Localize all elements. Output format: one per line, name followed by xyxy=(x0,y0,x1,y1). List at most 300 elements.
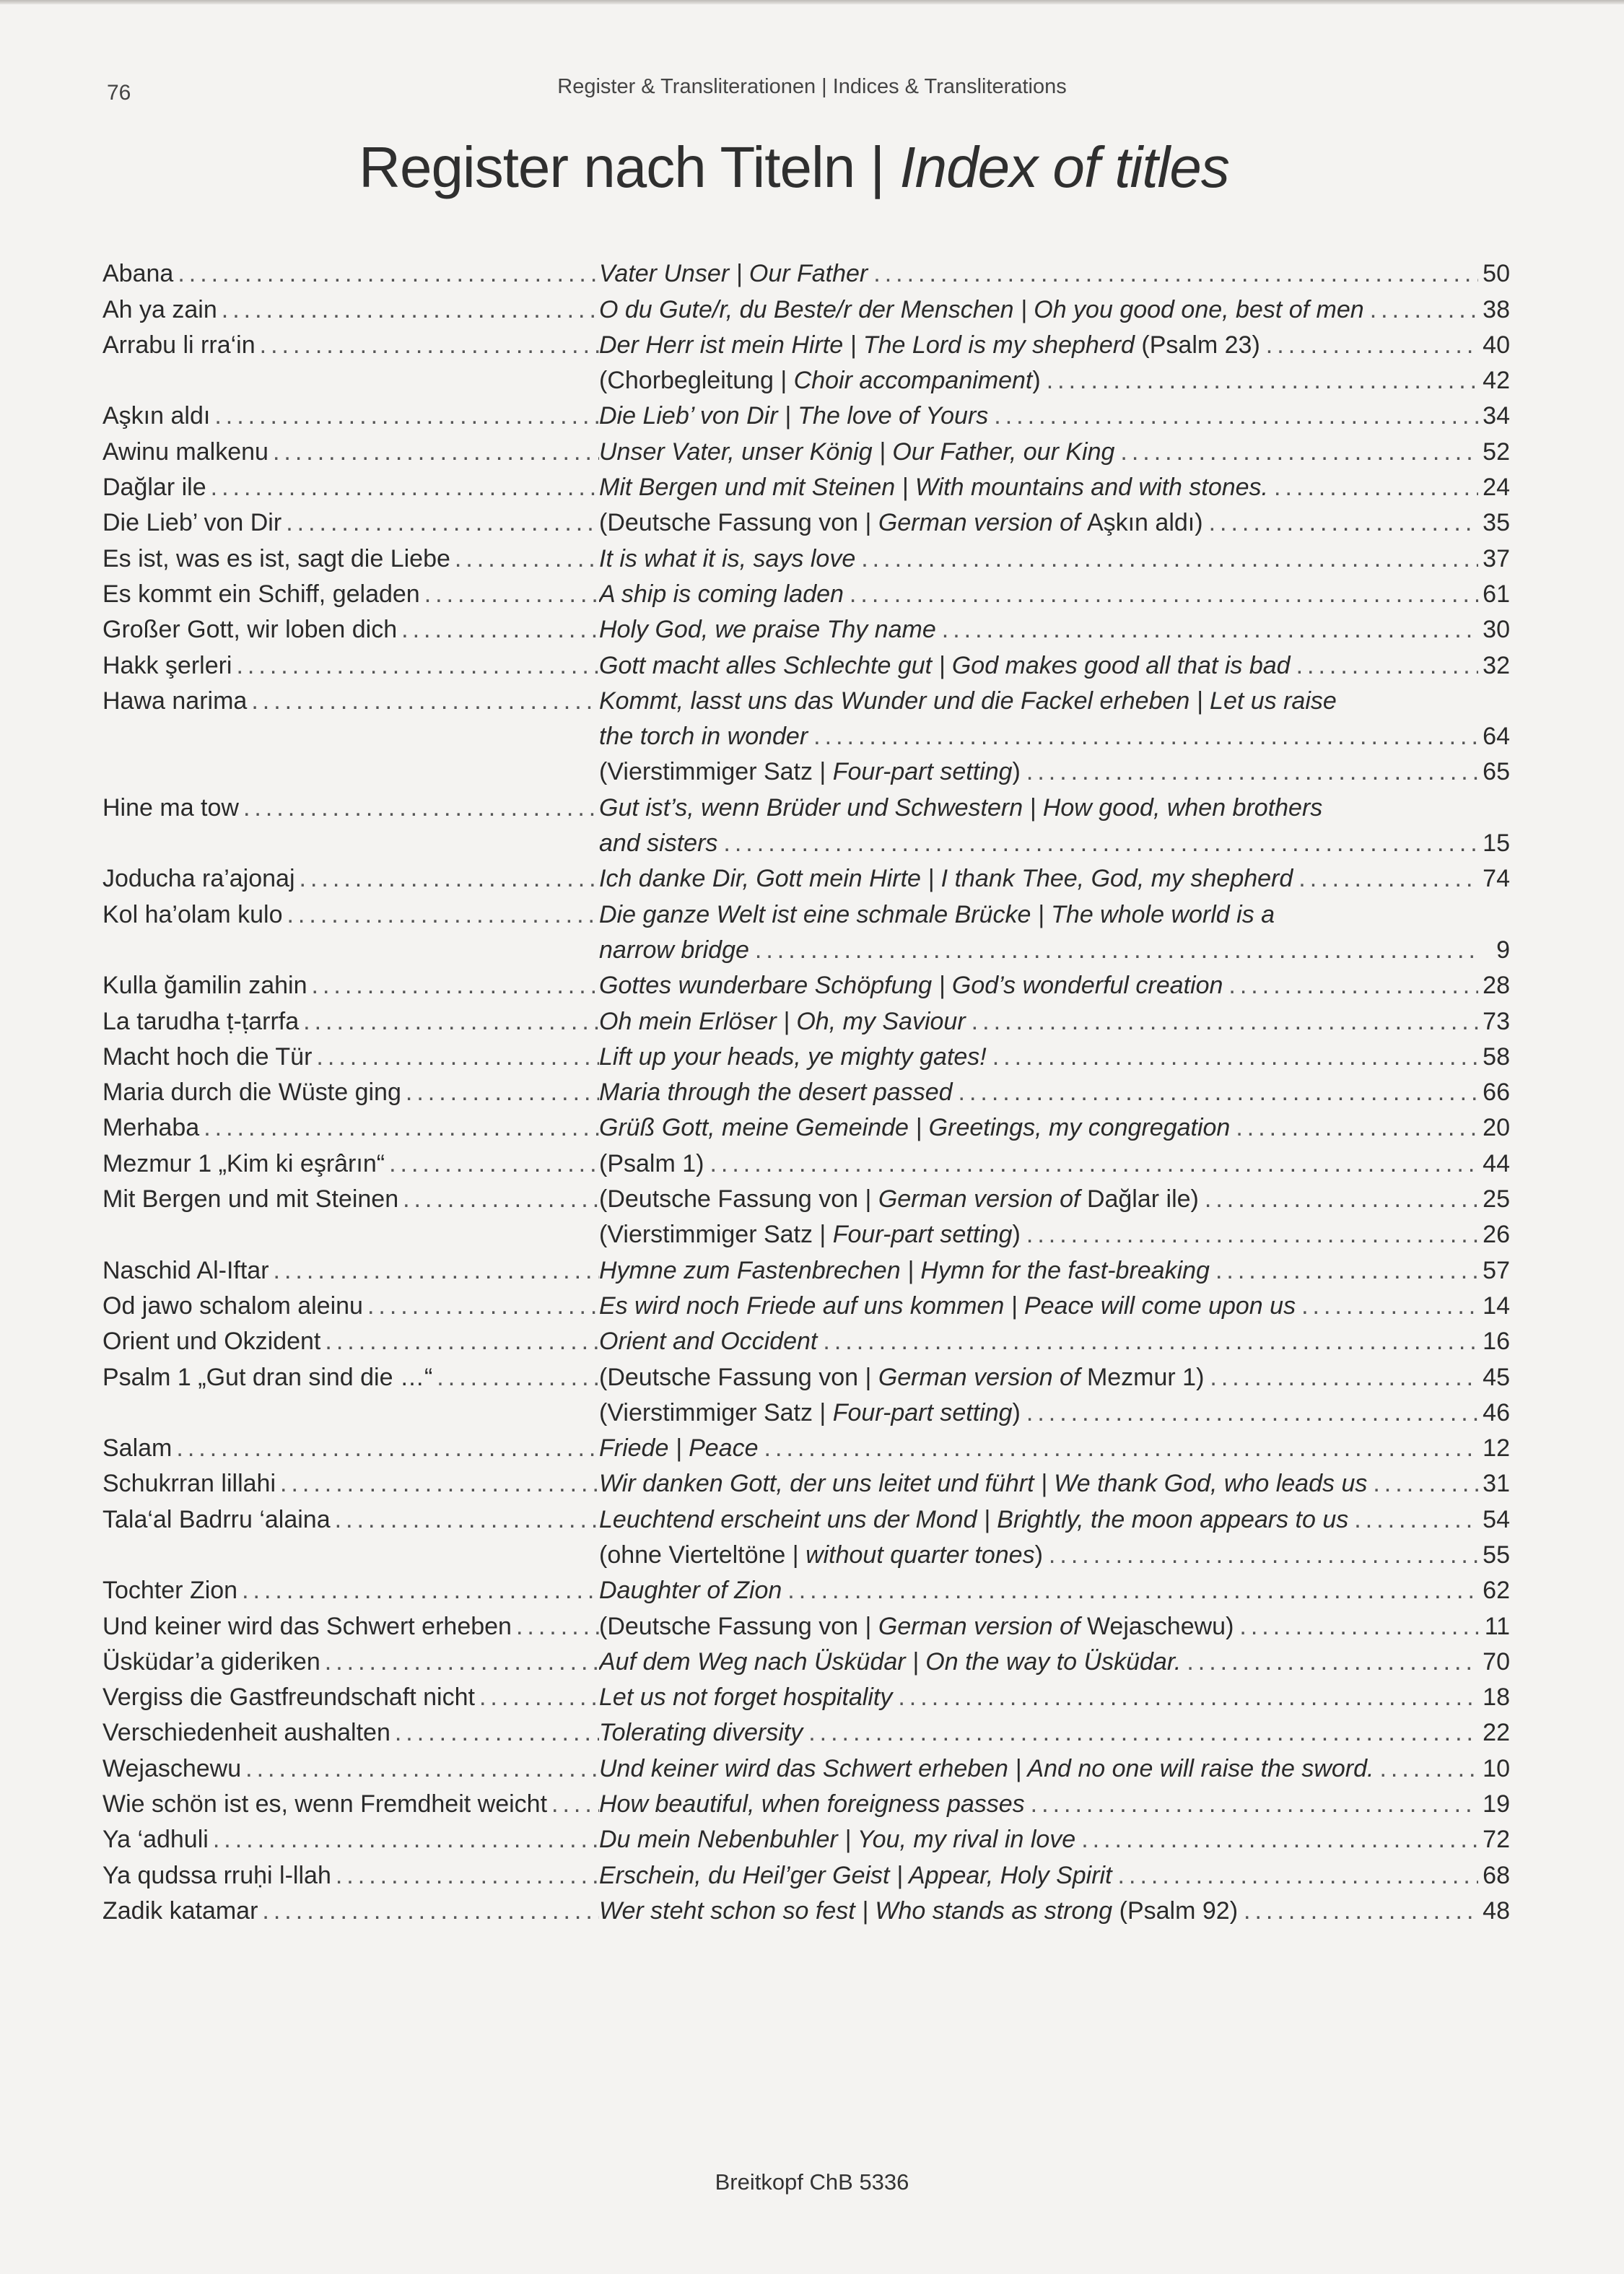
entry-translation xyxy=(599,1007,966,1036)
entry-page-number: 34 xyxy=(1483,402,1510,430)
entry-page-number: 73 xyxy=(1483,1007,1510,1035)
entry-title-cell xyxy=(102,1185,599,1218)
translation-segment: ) xyxy=(1034,1541,1043,1569)
entry-page-number: 74 xyxy=(1483,865,1510,893)
entry-title-cell xyxy=(102,1647,599,1681)
dot-leader xyxy=(1364,295,1478,324)
entry-translation-cell xyxy=(599,1896,1478,1925)
entry-page-number: 15 xyxy=(1483,829,1510,858)
entry-translation-cell xyxy=(599,1149,1478,1178)
entry-title: Mezmur 1 „Kim ki eşrârın“ xyxy=(102,1149,385,1177)
translation-segment: Four-part setting xyxy=(832,1398,1013,1426)
entry-title: Aşkın aldı xyxy=(102,402,211,430)
entry-title: Es ist, was es ist, sagt die Liebe xyxy=(102,544,450,572)
translation-segment: German version of xyxy=(878,509,1087,537)
running-header: Register & Transliterationen | Indices & Transliterations xyxy=(557,75,1067,98)
entry-title-cell xyxy=(102,900,599,933)
entry-title: Großer Gott, wir loben dich xyxy=(102,616,398,644)
index-entry xyxy=(102,1498,1510,1533)
entry-title-cell xyxy=(102,1469,599,1502)
entry-page-number: 46 xyxy=(1483,1398,1510,1426)
entry-translation-cell xyxy=(599,331,1478,360)
entry-page-number: 44 xyxy=(1483,1149,1510,1177)
dot-leader xyxy=(782,1576,1478,1605)
entry-page-number: 31 xyxy=(1483,1470,1510,1498)
dot-leader xyxy=(1296,1291,1478,1320)
entry-translation-cell xyxy=(599,1363,1478,1392)
entry-title-cell xyxy=(102,615,599,648)
dot-leader xyxy=(1025,1790,1478,1818)
entry-translation-cell xyxy=(599,1398,1478,1427)
entry-translation xyxy=(599,437,1114,466)
index-entry xyxy=(102,929,1510,964)
dot-leader xyxy=(363,1291,599,1320)
dot-leader xyxy=(282,900,599,929)
index-entry xyxy=(102,324,1510,360)
entry-translation-cell xyxy=(599,651,1478,680)
entry-title-cell xyxy=(102,1896,599,1930)
dot-leader xyxy=(475,1683,599,1712)
page-edge xyxy=(0,0,1624,4)
entry-page-number: 18 xyxy=(1483,1683,1510,1712)
dot-leader xyxy=(247,687,599,715)
translation-segment: ) xyxy=(1012,1221,1021,1249)
dot-leader xyxy=(953,1078,1478,1107)
dot-leader xyxy=(1204,1363,1478,1392)
dot-leader xyxy=(172,1434,599,1463)
dot-leader xyxy=(331,1861,599,1890)
entry-translation xyxy=(599,615,936,644)
entry-title: Naschid Al-Iftar xyxy=(102,1256,269,1284)
entry-translation xyxy=(599,1825,1075,1854)
entry-translation-cell xyxy=(599,687,1478,715)
entry-translation xyxy=(599,1149,704,1178)
index-entry xyxy=(102,1214,1510,1249)
entry-page-number: 70 xyxy=(1483,1647,1510,1676)
translation-segment: (Deutsche Fassung von | xyxy=(599,1363,878,1391)
dot-leader xyxy=(299,1007,599,1036)
entry-translation-cell xyxy=(599,864,1478,893)
dot-leader xyxy=(450,544,599,573)
dot-leader xyxy=(1021,1398,1478,1427)
translation-segment: Auf dem Weg nach Üsküdar | On the way to Üsküdar. xyxy=(599,1647,1182,1676)
entry-translation-cell xyxy=(599,615,1478,644)
index-entry xyxy=(102,964,1510,1000)
entry-page-number: 16 xyxy=(1483,1328,1510,1356)
index-entry xyxy=(102,1036,1510,1071)
entry-title: Merhaba xyxy=(102,1114,200,1142)
entry-title: Orient und Okzident xyxy=(102,1328,321,1356)
translation-segment: German version of xyxy=(878,1363,1087,1391)
entry-page-number: 66 xyxy=(1483,1079,1510,1107)
title-english: Index of titles xyxy=(899,135,1229,199)
translation-segment: narrow bridge xyxy=(599,936,749,964)
translation-segment: Choir accompaniment xyxy=(793,367,1033,395)
translation-segment: Daughter of Zion xyxy=(599,1577,782,1605)
translation-segment: Orient and Occident xyxy=(599,1328,818,1356)
entry-title: Wejaschewu xyxy=(102,1754,242,1782)
entry-title-cell xyxy=(102,1249,599,1253)
translation-segment: Dağlar ile) xyxy=(1086,1185,1199,1214)
translation-segment: Tolerating diversity xyxy=(599,1719,803,1747)
entry-title: Kulla ğamilin zahin xyxy=(102,972,307,1000)
translation-segment: Erschein, du Heil’ger Geist | Appear, Holy Spirit xyxy=(599,1861,1112,1889)
entry-translation-cell xyxy=(599,900,1478,929)
entry-page-number: 61 xyxy=(1483,580,1510,608)
dot-leader xyxy=(936,615,1478,644)
entry-title-cell xyxy=(102,473,599,506)
entry-page-number: 55 xyxy=(1483,1541,1510,1569)
dot-leader xyxy=(855,544,1478,573)
entry-translation xyxy=(599,1220,1021,1249)
entry-title: Zadik katamar xyxy=(102,1896,258,1925)
entry-title: Awinu malkenu xyxy=(102,437,269,466)
translation-segment: Wejaschewu) xyxy=(1086,1612,1234,1640)
entry-translation xyxy=(599,1541,1043,1569)
entry-translation-cell xyxy=(599,437,1478,466)
entry-translation xyxy=(599,1505,1348,1534)
dot-leader xyxy=(844,580,1478,609)
entry-translation xyxy=(599,1113,1230,1142)
dot-leader xyxy=(1291,651,1478,680)
translation-segment: Grüß Gott, meine Gemeinde | Greetings, my congregation xyxy=(599,1114,1231,1142)
entry-title-cell xyxy=(102,971,599,1004)
dot-leader xyxy=(988,401,1478,430)
entry-translation-cell xyxy=(599,580,1478,609)
index-entry xyxy=(102,715,1510,751)
dot-leader xyxy=(1021,757,1478,786)
index-entry xyxy=(102,360,1510,395)
entry-translation-cell xyxy=(599,936,1478,964)
entry-translation xyxy=(599,1576,782,1605)
dot-leader xyxy=(401,1078,599,1107)
entry-title: Die Lieb’ von Dir xyxy=(102,509,282,537)
dot-leader xyxy=(390,1718,599,1747)
entry-translation-cell xyxy=(599,971,1478,1000)
entry-title: Arrabu li rra‘in xyxy=(102,331,256,359)
index-entry xyxy=(102,395,1510,430)
entry-translation xyxy=(599,1327,817,1356)
dot-leader xyxy=(803,1718,1478,1747)
entry-translation xyxy=(599,259,868,288)
index-entry xyxy=(102,1854,1510,1889)
entry-translation-cell xyxy=(599,295,1478,324)
entry-title-cell xyxy=(102,864,599,897)
entry-translation-cell xyxy=(599,1220,1478,1249)
entry-title-cell xyxy=(102,1427,599,1432)
translation-segment: Gott macht alles Schlechte gut | God makes good all that is bad xyxy=(599,651,1291,679)
entry-translation xyxy=(599,936,749,964)
entry-title: Macht hoch die Tür xyxy=(102,1042,313,1071)
index-entry xyxy=(102,1463,1510,1498)
entry-title-cell xyxy=(102,1256,599,1289)
entry-page-number: 54 xyxy=(1483,1505,1510,1533)
translation-segment: Gottes wunderbare Schöpfung | God’s wonderful creation xyxy=(599,972,1223,1000)
title-german: Register nach Titeln | xyxy=(359,135,885,199)
dot-leader xyxy=(1374,1754,1478,1783)
entry-translation xyxy=(599,1256,1210,1285)
entry-title-cell xyxy=(102,1505,599,1538)
entry-translation xyxy=(599,1790,1025,1818)
translation-segment: Kommt, lasst uns das Wunder und die Fackel erheben | Let us raise xyxy=(599,687,1337,715)
entry-title: Mit Bergen und mit Steinen xyxy=(102,1185,399,1214)
entry-translation-cell xyxy=(599,1861,1478,1890)
dot-leader xyxy=(1181,1647,1478,1676)
entry-title-cell xyxy=(102,1291,599,1325)
index-entry xyxy=(102,1285,1510,1320)
entry-translation xyxy=(599,331,1260,360)
entry-title: Hakk şerleri xyxy=(102,651,232,679)
translation-segment: (Chorbegleitung | xyxy=(599,367,794,395)
translation-segment: O du Gute/r, du Beste/r der Menschen | Oh you good one, best of men xyxy=(599,295,1364,323)
entry-translation xyxy=(599,1647,1181,1676)
index-entry xyxy=(102,1747,1510,1782)
entry-translation xyxy=(599,473,1268,502)
entry-translation-cell xyxy=(599,1078,1478,1107)
entry-translation xyxy=(599,900,1275,929)
translation-segment: German version of xyxy=(878,1185,1087,1214)
dot-leader xyxy=(987,1042,1478,1071)
dot-leader xyxy=(1021,1220,1478,1249)
translation-segment: Unser Vater, unser König | Our Father, our King xyxy=(599,437,1115,466)
entry-title-cell xyxy=(102,1078,599,1111)
dot-leader xyxy=(210,401,599,430)
index-entry xyxy=(102,609,1510,644)
index-entry xyxy=(102,430,1510,466)
dot-leader xyxy=(1230,1113,1478,1142)
translation-segment: Mit Bergen und mit Steinen | With mountains and with stones. xyxy=(599,474,1268,502)
entry-title-cell xyxy=(102,580,599,613)
entry-page-number: 37 xyxy=(1483,544,1510,572)
entry-translation xyxy=(599,1078,953,1107)
index-entry xyxy=(102,537,1510,572)
dot-leader xyxy=(512,1612,599,1641)
translation-segment: Let us not forget hospitality xyxy=(599,1683,893,1712)
entry-page-number: 14 xyxy=(1483,1291,1510,1320)
dot-leader xyxy=(1268,473,1478,502)
translation-segment: ) xyxy=(1012,758,1021,786)
entry-title-cell xyxy=(102,1612,599,1645)
index-entry xyxy=(102,1890,1510,1925)
entry-title: Salam xyxy=(102,1434,173,1463)
translation-segment: Hymne zum Fastenbrechen | Hymn for the fast-breaking xyxy=(599,1256,1210,1284)
entry-title: Od jawo schalom aleinu xyxy=(102,1291,363,1320)
dot-leader xyxy=(1041,366,1478,395)
entry-translation xyxy=(599,1612,1234,1641)
index-entry xyxy=(102,502,1510,537)
translation-segment: Leuchtend erscheint uns der Mond | Brightly, the moon appears to us xyxy=(599,1505,1349,1533)
entry-translation-cell xyxy=(599,757,1478,786)
entry-title-cell xyxy=(102,751,599,755)
entry-translation-cell xyxy=(599,259,1478,288)
dot-leader xyxy=(258,1896,599,1925)
translation-segment: without quarter tones xyxy=(806,1541,1035,1569)
dot-leader xyxy=(1367,1469,1478,1498)
translation-segment: ) xyxy=(1032,367,1041,395)
entry-page-number: 64 xyxy=(1483,723,1510,751)
dot-leader xyxy=(1114,437,1478,466)
entry-translation xyxy=(599,1754,1374,1783)
entry-translation xyxy=(599,366,1041,395)
entry-page-number: 42 xyxy=(1483,367,1510,395)
entry-title-cell xyxy=(102,401,599,435)
translation-segment: the torch in wonder xyxy=(599,723,808,751)
entry-translation xyxy=(599,757,1021,786)
entry-translation xyxy=(599,1363,1204,1392)
dot-leader xyxy=(547,1790,599,1818)
dot-leader xyxy=(385,1149,599,1178)
entry-translation-cell xyxy=(599,366,1478,395)
index-entry xyxy=(102,751,1510,786)
index-entry xyxy=(102,1569,1510,1605)
entry-title: Schukrran lillahi xyxy=(102,1470,276,1498)
entry-title: Und keiner wird das Schwert erheben xyxy=(102,1612,512,1640)
dot-leader xyxy=(398,1185,599,1214)
entry-title: Tochter Zion xyxy=(102,1577,238,1605)
entry-translation xyxy=(599,508,1203,537)
index-entry xyxy=(102,1818,1510,1854)
translation-segment: Gut ist’s, wenn Brüder und Schwestern | How good, when brothers xyxy=(599,793,1323,822)
entry-translation-cell xyxy=(599,1505,1478,1534)
entry-translation-cell xyxy=(599,544,1478,573)
entry-translation-cell xyxy=(599,1042,1478,1071)
entry-title-cell xyxy=(102,1569,599,1574)
entry-translation-cell xyxy=(599,793,1478,822)
entry-page-number: 20 xyxy=(1483,1114,1510,1142)
translation-segment: and sisters xyxy=(599,829,718,858)
translation-segment: (Psalm 23) xyxy=(1134,331,1260,359)
entry-translation xyxy=(599,793,1322,822)
entry-translation-cell xyxy=(599,1647,1478,1676)
index-entry xyxy=(102,680,1510,715)
entry-page-number: 40 xyxy=(1483,331,1510,359)
index-entry xyxy=(102,1605,1510,1640)
index-entry xyxy=(102,1071,1510,1107)
dot-leader xyxy=(281,508,599,537)
dot-leader xyxy=(759,1434,1478,1463)
entry-title-cell xyxy=(102,1149,599,1182)
translation-segment: (ohne Vierteltöne | xyxy=(599,1541,806,1569)
index-entry xyxy=(102,253,1510,288)
index-entry xyxy=(102,573,1510,609)
translation-segment: (Deutsche Fassung von | xyxy=(599,1612,878,1640)
dot-leader xyxy=(1203,508,1478,537)
entry-page-number: 45 xyxy=(1483,1363,1510,1391)
index-entry xyxy=(102,1783,1510,1818)
entry-title: La tarudha ṭ-ṭarrfa xyxy=(102,1007,300,1035)
entry-page-number: 10 xyxy=(1483,1754,1510,1782)
entry-translation xyxy=(599,1434,759,1463)
translation-segment: Oh mein Erlöser | Oh, my Saviour xyxy=(599,1007,966,1035)
translation-segment: Friede | Peace xyxy=(599,1434,759,1463)
translation-segment: Die ganze Welt ist eine schmale Brücke | The whole world is a xyxy=(599,900,1275,928)
index-entry xyxy=(102,1249,1510,1284)
entry-title: Psalm 1 „Gut dran sind die …“ xyxy=(102,1363,433,1391)
entry-translation xyxy=(599,295,1364,324)
dot-leader xyxy=(1043,1541,1478,1569)
entry-title: Ya ‘adhuli xyxy=(102,1826,209,1854)
dot-leader xyxy=(256,331,599,360)
entry-translation-cell xyxy=(599,1718,1478,1747)
entry-title-cell xyxy=(102,964,599,969)
translation-segment: (Deutsche Fassung von | xyxy=(599,509,878,537)
entry-title: Hawa narima xyxy=(102,687,248,715)
entry-translation-cell xyxy=(599,1790,1478,1818)
entry-translation xyxy=(599,1718,803,1747)
index-entry xyxy=(102,1178,1510,1214)
translation-segment: Die Lieb’ von Dir | The love of Yours xyxy=(599,402,989,430)
entry-title-cell xyxy=(102,1576,599,1609)
entry-title-cell xyxy=(102,1825,599,1858)
dot-leader xyxy=(1210,1256,1478,1285)
entry-title-cell xyxy=(102,1113,599,1146)
entry-page-number: 26 xyxy=(1483,1221,1510,1249)
index-entry xyxy=(102,822,1510,858)
entry-page-number: 48 xyxy=(1483,1896,1510,1925)
translation-segment: Wir danken Gott, der uns leitet und führt | We thank God, who leads us xyxy=(599,1470,1368,1498)
entry-translation-cell xyxy=(599,1185,1478,1214)
entry-translation-cell xyxy=(599,722,1478,751)
entry-page-number: 22 xyxy=(1483,1719,1510,1747)
entry-translation-cell xyxy=(599,1469,1478,1498)
index-entry xyxy=(102,1676,1510,1712)
entry-page-number: 38 xyxy=(1483,295,1510,323)
translation-segment: How beautiful, when foreigness passes xyxy=(599,1790,1025,1818)
entry-page-number: 58 xyxy=(1483,1042,1510,1071)
index-entry xyxy=(102,1534,1510,1569)
translation-segment: (Vierstimmiger Satz | xyxy=(599,1221,833,1249)
entry-title: Es kommt ein Schiff, geladen xyxy=(102,580,420,608)
entry-translation xyxy=(599,401,988,430)
translation-segment: Wer steht schon so fest | Who stands as strong xyxy=(599,1896,1113,1925)
entry-title-cell xyxy=(102,793,599,827)
entry-translation-cell xyxy=(599,829,1478,858)
index-entry xyxy=(102,288,1510,323)
entry-page-number: 62 xyxy=(1483,1577,1510,1605)
entry-page-number: 25 xyxy=(1483,1185,1510,1214)
title-index xyxy=(102,253,1510,1925)
entry-translation-cell xyxy=(599,508,1478,537)
entry-translation-cell xyxy=(599,1541,1478,1569)
index-entry xyxy=(102,893,1510,928)
index-entry xyxy=(102,1641,1510,1676)
translation-segment: Lift up your heads, ye mighty gates! xyxy=(599,1042,987,1071)
entry-translation-cell xyxy=(599,1291,1478,1320)
entry-page-number: 19 xyxy=(1483,1790,1510,1818)
index-entry xyxy=(102,858,1510,893)
entry-title: Abana xyxy=(102,260,174,288)
entry-title-cell xyxy=(102,651,599,684)
entry-title: Vergiss die Gastfreundschaft nicht xyxy=(102,1683,475,1712)
entry-translation-cell xyxy=(599,1434,1478,1463)
entry-translation xyxy=(599,687,1337,715)
dot-leader xyxy=(1234,1612,1478,1641)
translation-segment: Mezmur 1) xyxy=(1086,1363,1205,1391)
dot-leader xyxy=(1348,1505,1478,1534)
translation-segment: Vater Unser | Our Father xyxy=(599,260,868,288)
index-entry xyxy=(102,466,1510,502)
entry-translation xyxy=(599,1861,1112,1890)
entry-title: Üsküdar’a gideriken xyxy=(102,1647,320,1676)
footer-publisher: Breitkopf ChB 5336 xyxy=(715,2169,909,2195)
index-entry xyxy=(102,1356,1510,1391)
entry-title-cell xyxy=(102,544,599,578)
entry-page-number: 72 xyxy=(1483,1826,1510,1854)
entry-translation-cell xyxy=(599,1007,1478,1036)
translation-segment: (Vierstimmiger Satz | xyxy=(599,758,833,786)
entry-translation-cell xyxy=(599,1576,1478,1605)
translation-segment: Four-part setting xyxy=(832,758,1013,786)
